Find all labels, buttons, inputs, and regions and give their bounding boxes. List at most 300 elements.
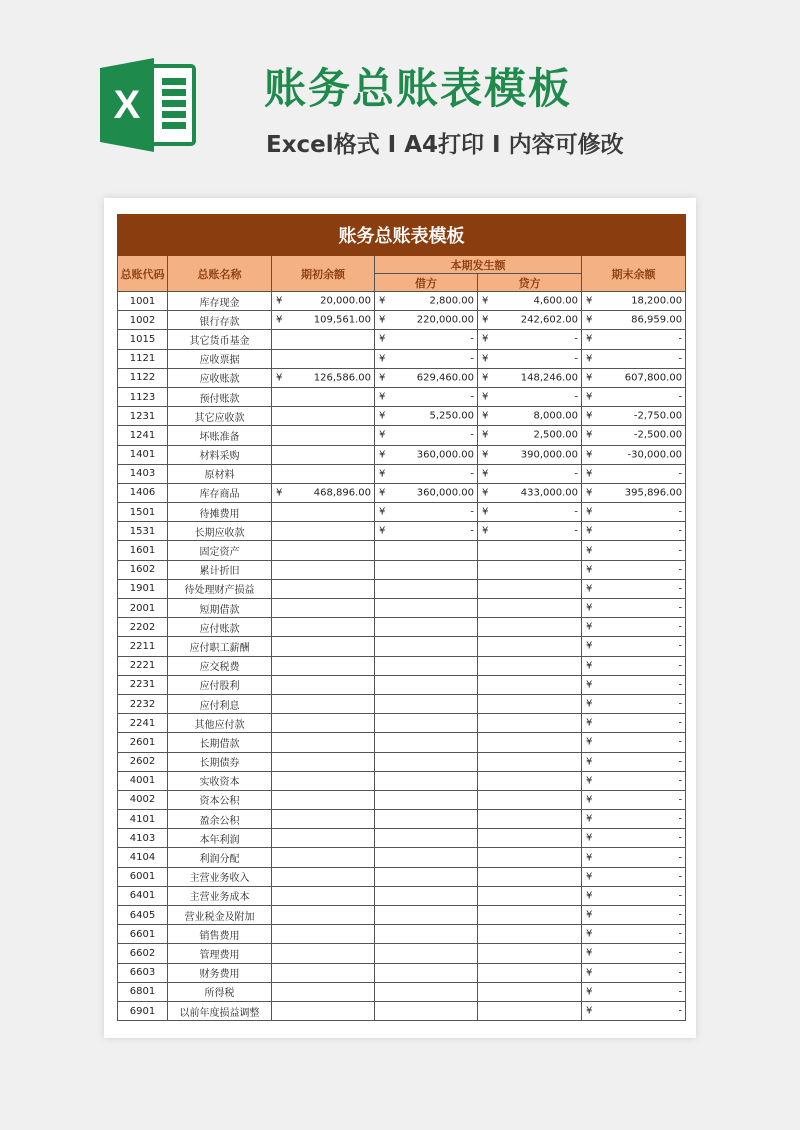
account-name-cell[interactable]: 所得税 <box>168 982 272 1001</box>
closing-cell[interactable] <box>582 426 686 445</box>
credit-cell[interactable] <box>478 867 582 886</box>
closing-cell[interactable] <box>582 407 686 426</box>
account-name-cell[interactable]: 固定资产 <box>168 541 272 560</box>
amount-value: - <box>678 890 683 902</box>
debit-cell[interactable] <box>375 656 478 675</box>
opening-cell[interactable] <box>272 368 375 387</box>
amount-value: - <box>678 986 683 998</box>
account-code-cell[interactable]: 6603 <box>118 963 168 982</box>
account-code-cell[interactable]: 6405 <box>118 906 168 925</box>
credit-cell[interactable] <box>478 579 582 598</box>
credit-cell[interactable] <box>478 790 582 809</box>
credit-cell[interactable] <box>478 292 582 311</box>
table-row <box>118 694 686 713</box>
account-name-cell[interactable]: 应付股利 <box>168 675 272 694</box>
closing-cell[interactable] <box>582 925 686 944</box>
amount-value: - <box>574 468 578 480</box>
closing-cell[interactable] <box>582 675 686 694</box>
closing-cell[interactable] <box>582 906 686 925</box>
currency-symbol: ¥ <box>586 986 593 998</box>
currency-symbol: ¥ <box>586 621 593 633</box>
amount-value: - <box>470 391 474 403</box>
amount-value: 148,246.00 <box>520 372 578 384</box>
account-name-cell[interactable]: 实收资本 <box>168 771 272 790</box>
credit-cell[interactable] <box>478 311 582 330</box>
currency-symbol: ¥ <box>482 506 489 518</box>
account-name-cell[interactable]: 待摊费用 <box>168 503 272 522</box>
account-name-cell[interactable]: 应付账款 <box>168 618 272 637</box>
account-code-cell[interactable]: 1015 <box>118 330 168 349</box>
closing-cell[interactable] <box>582 714 686 733</box>
closing-cell[interactable] <box>582 503 686 522</box>
credit-cell[interactable] <box>478 464 582 483</box>
credit-cell[interactable] <box>478 387 582 406</box>
closing-cell[interactable] <box>582 311 686 330</box>
credit-cell[interactable] <box>478 694 582 713</box>
closing-cell[interactable] <box>582 963 686 982</box>
table-row <box>118 810 686 829</box>
opening-cell[interactable] <box>272 656 375 675</box>
debit-cell[interactable] <box>375 944 478 963</box>
amount-value: - <box>678 1005 683 1017</box>
debit-cell[interactable] <box>375 483 478 502</box>
credit-cell[interactable] <box>478 330 582 349</box>
amount-value: - <box>574 391 578 403</box>
account-name-cell[interactable]: 预付账款 <box>168 387 272 406</box>
credit-cell[interactable] <box>478 752 582 771</box>
account-name-cell[interactable]: 利润分配 <box>168 848 272 867</box>
opening-cell[interactable] <box>272 618 375 637</box>
opening-cell[interactable] <box>272 963 375 982</box>
account-code-cell[interactable]: 1501 <box>118 503 168 522</box>
account-name-cell[interactable]: 应收账款 <box>168 368 272 387</box>
closing-cell[interactable] <box>582 944 686 963</box>
account-name-cell[interactable]: 财务费用 <box>168 963 272 982</box>
account-name-cell[interactable]: 原材料 <box>168 464 272 483</box>
opening-cell[interactable] <box>272 886 375 905</box>
account-code-cell[interactable]: 1601 <box>118 541 168 560</box>
currency-symbol: ¥ <box>586 909 593 921</box>
account-code-cell[interactable]: 1002 <box>118 311 168 330</box>
closing-cell[interactable] <box>582 982 686 1001</box>
credit-cell[interactable] <box>478 599 582 618</box>
credit-cell[interactable] <box>478 675 582 694</box>
debit-cell[interactable] <box>375 637 478 656</box>
account-name-cell[interactable]: 累计折旧 <box>168 560 272 579</box>
currency-symbol: ¥ <box>586 468 593 480</box>
credit-cell[interactable] <box>478 637 582 656</box>
opening-cell[interactable] <box>272 944 375 963</box>
amount-value: - <box>678 640 683 652</box>
credit-cell[interactable] <box>478 618 582 637</box>
credit-cell[interactable] <box>478 829 582 848</box>
account-code-cell[interactable]: 1403 <box>118 464 168 483</box>
opening-cell[interactable] <box>272 426 375 445</box>
amount-value: - <box>678 545 683 557</box>
account-name-cell[interactable]: 应收票据 <box>168 349 272 368</box>
currency-symbol: ¥ <box>482 449 489 461</box>
account-code-cell[interactable]: 1531 <box>118 522 168 541</box>
credit-cell[interactable] <box>478 541 582 560</box>
closing-cell[interactable] <box>582 752 686 771</box>
debit-cell[interactable] <box>375 579 478 598</box>
currency-symbol: ¥ <box>482 333 489 345</box>
account-code-cell[interactable]: 2211 <box>118 637 168 656</box>
amount-value: - <box>678 391 683 403</box>
account-name-cell[interactable]: 应付利息 <box>168 694 272 713</box>
credit-cell[interactable] <box>478 349 582 368</box>
currency-symbol: ¥ <box>586 525 593 537</box>
account-code-cell[interactable]: 6602 <box>118 944 168 963</box>
amount-value: - <box>678 660 683 672</box>
debit-cell[interactable] <box>375 349 478 368</box>
account-name-cell[interactable]: 长期债券 <box>168 752 272 771</box>
amount-value: - <box>678 679 683 691</box>
credit-cell[interactable] <box>478 714 582 733</box>
account-name-cell[interactable]: 其他应付款 <box>168 714 272 733</box>
debit-cell[interactable] <box>375 790 478 809</box>
account-name-cell[interactable]: 短期借款 <box>168 599 272 618</box>
header-credit: 贷方 <box>478 274 582 292</box>
currency-symbol: ¥ <box>482 429 489 441</box>
account-code-cell[interactable]: 6801 <box>118 982 168 1001</box>
account-name-cell[interactable]: 待处理财产损益 <box>168 579 272 598</box>
account-code-cell[interactable]: 1001 <box>118 292 168 311</box>
credit-cell[interactable] <box>478 445 582 464</box>
debit-cell[interactable] <box>375 560 478 579</box>
closing-cell[interactable] <box>582 790 686 809</box>
credit-cell[interactable] <box>478 906 582 925</box>
debit-cell[interactable] <box>375 714 478 733</box>
credit-cell[interactable] <box>478 656 582 675</box>
account-code-cell[interactable]: 1121 <box>118 349 168 368</box>
table-row <box>118 426 686 445</box>
debit-cell[interactable] <box>375 426 478 445</box>
opening-cell[interactable] <box>272 483 375 502</box>
closing-cell[interactable] <box>582 771 686 790</box>
debit-cell[interactable] <box>375 810 478 829</box>
debit-cell[interactable] <box>375 848 478 867</box>
debit-cell[interactable] <box>375 771 478 790</box>
closing-cell[interactable] <box>582 330 686 349</box>
account-name-cell[interactable]: 营业税金及附加 <box>168 906 272 925</box>
credit-cell[interactable] <box>478 886 582 905</box>
closing-cell[interactable] <box>582 387 686 406</box>
credit-cell[interactable] <box>478 848 582 867</box>
account-code-cell[interactable]: 1901 <box>118 579 168 598</box>
account-name-cell[interactable]: 资本公积 <box>168 790 272 809</box>
opening-cell[interactable] <box>272 349 375 368</box>
opening-cell[interactable] <box>272 867 375 886</box>
opening-cell[interactable] <box>272 599 375 618</box>
amount-value: - <box>678 525 683 537</box>
credit-cell[interactable] <box>478 963 582 982</box>
credit-cell[interactable] <box>478 522 582 541</box>
opening-cell[interactable] <box>272 503 375 522</box>
amount-value: - <box>678 794 683 806</box>
opening-cell[interactable] <box>272 311 375 330</box>
account-name-cell[interactable]: 应交税费 <box>168 656 272 675</box>
amount-value: -30,000.00 <box>627 449 683 461</box>
currency-symbol: ¥ <box>379 525 386 537</box>
currency-symbol: ¥ <box>586 717 593 729</box>
opening-cell[interactable] <box>272 733 375 752</box>
debit-cell[interactable] <box>375 292 478 311</box>
account-name-cell[interactable]: 本年利润 <box>168 829 272 848</box>
opening-cell[interactable] <box>272 694 375 713</box>
account-name-cell[interactable]: 长期借款 <box>168 733 272 752</box>
debit-cell[interactable] <box>375 925 478 944</box>
account-code-cell[interactable]: 4001 <box>118 771 168 790</box>
credit-cell[interactable] <box>478 982 582 1001</box>
debit-cell[interactable] <box>375 733 478 752</box>
closing-cell[interactable] <box>582 656 686 675</box>
closing-cell[interactable] <box>582 733 686 752</box>
account-name-cell[interactable]: 坏账准备 <box>168 426 272 445</box>
account-code-cell[interactable]: 2241 <box>118 714 168 733</box>
amount-value: - <box>678 736 683 748</box>
credit-cell[interactable] <box>478 944 582 963</box>
opening-cell[interactable] <box>272 714 375 733</box>
opening-cell[interactable] <box>272 445 375 464</box>
opening-cell[interactable] <box>272 464 375 483</box>
amount-value: 242,602.00 <box>520 314 578 326</box>
currency-symbol: ¥ <box>586 602 593 614</box>
opening-cell[interactable] <box>272 675 375 694</box>
account-name-cell[interactable]: 应付职工薪酬 <box>168 637 272 656</box>
table-row <box>118 618 686 637</box>
opening-cell[interactable] <box>272 407 375 426</box>
account-name-cell[interactable]: 银行存款 <box>168 311 272 330</box>
account-code-cell[interactable]: 2601 <box>118 733 168 752</box>
closing-cell[interactable] <box>582 694 686 713</box>
account-code-cell[interactable]: 4002 <box>118 790 168 809</box>
debit-cell[interactable] <box>375 963 478 982</box>
account-name-cell[interactable]: 库存现金 <box>168 292 272 311</box>
opening-cell[interactable] <box>272 1001 375 1020</box>
table-row <box>118 1001 686 1020</box>
account-code-cell[interactable]: 2602 <box>118 752 168 771</box>
debit-cell[interactable] <box>375 387 478 406</box>
opening-cell[interactable] <box>272 579 375 598</box>
debit-cell[interactable] <box>375 503 478 522</box>
amount-value: -2,750.00 <box>633 410 683 422</box>
closing-cell[interactable] <box>582 579 686 598</box>
debit-cell[interactable] <box>375 541 478 560</box>
account-code-cell[interactable]: 4103 <box>118 829 168 848</box>
credit-cell[interactable] <box>478 560 582 579</box>
opening-cell[interactable] <box>272 771 375 790</box>
credit-cell[interactable] <box>478 771 582 790</box>
closing-cell[interactable] <box>582 848 686 867</box>
amount-value: 109,561.00 <box>313 314 371 326</box>
header-code: 总账代码 <box>118 256 168 292</box>
credit-cell[interactable] <box>478 733 582 752</box>
closing-cell[interactable] <box>582 637 686 656</box>
closing-cell[interactable] <box>582 867 686 886</box>
table-row <box>118 771 686 790</box>
closing-cell[interactable] <box>582 810 686 829</box>
debit-cell[interactable] <box>375 407 478 426</box>
closing-cell[interactable] <box>582 368 686 387</box>
opening-cell[interactable] <box>272 387 375 406</box>
closing-cell[interactable] <box>582 599 686 618</box>
currency-symbol: ¥ <box>276 487 283 499</box>
credit-cell[interactable] <box>478 925 582 944</box>
closing-cell[interactable] <box>582 292 686 311</box>
currency-symbol: ¥ <box>276 295 283 307</box>
account-name-cell[interactable]: 主营业务收入 <box>168 867 272 886</box>
amount-value: - <box>574 525 578 537</box>
credit-cell[interactable] <box>478 503 582 522</box>
closing-cell[interactable] <box>582 886 686 905</box>
opening-cell[interactable] <box>272 982 375 1001</box>
amount-value: 126,586.00 <box>313 372 371 384</box>
account-code-cell[interactable]: 1602 <box>118 560 168 579</box>
amount-value: - <box>678 602 683 614</box>
closing-cell[interactable] <box>582 618 686 637</box>
currency-symbol: ¥ <box>586 852 593 864</box>
debit-cell[interactable] <box>375 675 478 694</box>
amount-value: 2,500.00 <box>533 429 578 441</box>
debit-cell[interactable] <box>375 867 478 886</box>
table-row <box>118 560 686 579</box>
closing-cell[interactable] <box>582 522 686 541</box>
account-code-cell[interactable]: 2221 <box>118 656 168 675</box>
account-name-cell[interactable]: 材料采购 <box>168 445 272 464</box>
currency-symbol: ¥ <box>379 353 386 365</box>
header-period-amount: 本期发生额 <box>375 256 582 274</box>
opening-cell[interactable] <box>272 906 375 925</box>
currency-symbol: ¥ <box>379 314 386 326</box>
amount-value: - <box>678 717 683 729</box>
credit-cell[interactable] <box>478 426 582 445</box>
account-name-cell[interactable]: 以前年度损益调整 <box>168 1001 272 1020</box>
account-name-cell[interactable]: 盈余公积 <box>168 810 272 829</box>
opening-cell[interactable] <box>272 292 375 311</box>
account-code-cell[interactable]: 6401 <box>118 886 168 905</box>
debit-cell[interactable] <box>375 694 478 713</box>
closing-cell[interactable] <box>582 560 686 579</box>
currency-symbol: ¥ <box>586 890 593 902</box>
account-code-cell[interactable]: 1241 <box>118 426 168 445</box>
general-ledger-table <box>117 214 686 1021</box>
account-code-cell[interactable]: 6601 <box>118 925 168 944</box>
debit-cell[interactable] <box>375 599 478 618</box>
currency-symbol: ¥ <box>586 813 593 825</box>
currency-symbol: ¥ <box>379 372 386 384</box>
debit-cell[interactable] <box>375 982 478 1001</box>
amount-value: 8,000.00 <box>533 410 578 422</box>
opening-cell[interactable] <box>272 752 375 771</box>
debit-cell[interactable] <box>375 752 478 771</box>
account-name-cell[interactable]: 销售费用 <box>168 925 272 944</box>
credit-cell[interactable] <box>478 368 582 387</box>
table-row <box>118 503 686 522</box>
table-row <box>118 349 686 368</box>
account-code-cell[interactable]: 1122 <box>118 368 168 387</box>
account-code-cell[interactable]: 2232 <box>118 694 168 713</box>
table-row <box>118 867 686 886</box>
account-name-cell[interactable]: 长期应收款 <box>168 522 272 541</box>
account-code-cell[interactable]: 2231 <box>118 675 168 694</box>
debit-cell[interactable] <box>375 330 478 349</box>
currency-symbol: ¥ <box>586 1005 593 1017</box>
account-name-cell[interactable]: 管理费用 <box>168 944 272 963</box>
table-row <box>118 445 686 464</box>
opening-cell[interactable] <box>272 541 375 560</box>
debit-cell[interactable] <box>375 522 478 541</box>
opening-cell[interactable] <box>272 829 375 848</box>
amount-value: - <box>678 756 683 768</box>
closing-cell[interactable] <box>582 483 686 502</box>
table-row <box>118 579 686 598</box>
debit-cell[interactable] <box>375 368 478 387</box>
credit-cell[interactable] <box>478 483 582 502</box>
closing-cell[interactable] <box>582 541 686 560</box>
closing-cell[interactable] <box>582 829 686 848</box>
closing-cell[interactable] <box>582 349 686 368</box>
credit-cell[interactable] <box>478 407 582 426</box>
opening-cell[interactable] <box>272 330 375 349</box>
debit-cell[interactable] <box>375 464 478 483</box>
table-row <box>118 541 686 560</box>
account-name-cell[interactable]: 库存商品 <box>168 483 272 502</box>
debit-cell[interactable] <box>375 906 478 925</box>
currency-symbol: ¥ <box>379 449 386 461</box>
account-code-cell[interactable]: 2001 <box>118 599 168 618</box>
opening-cell[interactable] <box>272 560 375 579</box>
account-code-cell[interactable]: 4104 <box>118 848 168 867</box>
account-code-cell[interactable]: 1401 <box>118 445 168 464</box>
opening-cell[interactable] <box>272 925 375 944</box>
closing-cell[interactable] <box>582 445 686 464</box>
table-row <box>118 675 686 694</box>
credit-cell[interactable] <box>478 810 582 829</box>
account-code-cell[interactable]: 6001 <box>118 867 168 886</box>
table-row <box>118 368 686 387</box>
account-code-cell[interactable]: 6901 <box>118 1001 168 1020</box>
debit-cell[interactable] <box>375 1001 478 1020</box>
debit-cell[interactable] <box>375 445 478 464</box>
opening-cell[interactable] <box>272 522 375 541</box>
account-code-cell[interactable]: 2202 <box>118 618 168 637</box>
closing-cell[interactable] <box>582 464 686 483</box>
credit-cell[interactable] <box>478 1001 582 1020</box>
template-header <box>0 0 800 190</box>
account-name-cell[interactable]: 主营业务成本 <box>168 886 272 905</box>
amount-value: 5,250.00 <box>429 410 474 422</box>
account-name-cell[interactable]: 其它货币基金 <box>168 330 272 349</box>
debit-cell[interactable] <box>375 886 478 905</box>
debit-cell[interactable] <box>375 618 478 637</box>
account-code-cell[interactable]: 1406 <box>118 483 168 502</box>
amount-value: 390,000.00 <box>520 449 578 461</box>
amount-value: - <box>678 871 683 883</box>
account-name-cell[interactable]: 其它应收款 <box>168 407 272 426</box>
debit-cell[interactable] <box>375 311 478 330</box>
opening-cell[interactable] <box>272 810 375 829</box>
opening-cell[interactable] <box>272 848 375 867</box>
account-code-cell[interactable]: 4101 <box>118 810 168 829</box>
account-code-cell[interactable]: 1123 <box>118 387 168 406</box>
table-row <box>118 848 686 867</box>
account-code-cell[interactable]: 1231 <box>118 407 168 426</box>
debit-cell[interactable] <box>375 829 478 848</box>
opening-cell[interactable] <box>272 637 375 656</box>
closing-cell[interactable] <box>582 1001 686 1020</box>
opening-cell[interactable] <box>272 790 375 809</box>
